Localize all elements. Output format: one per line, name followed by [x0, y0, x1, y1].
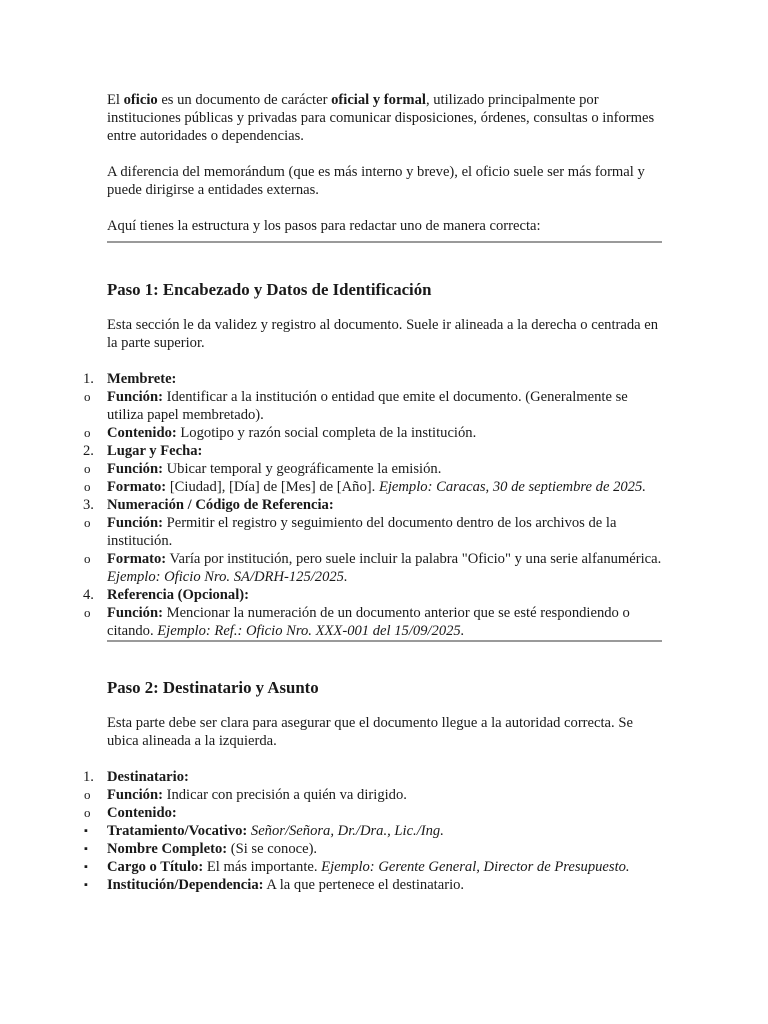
paso1-description: Esta sección le da validez y registro al documento. Suele ir alineada a la derecha o centrada en la parte superior.	[107, 317, 659, 351]
list-item-label: Destinatario:	[107, 769, 189, 785]
list-item-example: Ejemplo: Caracas, 30 de septiembre de 2025.	[378, 479, 646, 495]
list-marker: o	[84, 551, 91, 566]
list-item-label: Membrete:	[107, 371, 177, 387]
list-item-label: Función:	[107, 461, 163, 477]
list-item-label: Función:	[107, 787, 163, 803]
intro-paragraph-2: A diferencia del memorándum (que es más interno y breve), el oficio suele ser más formal y puede dirigirse a entidades externas.	[107, 164, 645, 198]
list-marker: ▪	[84, 825, 88, 837]
list-marker: o	[84, 389, 91, 404]
list-item	[83, 496, 662, 514]
list-item-label: Cargo o Título:	[107, 859, 204, 875]
list-marker: o	[84, 461, 91, 476]
list-item	[84, 876, 662, 894]
list-item-label: Contenido:	[107, 805, 177, 821]
list-item	[84, 786, 662, 804]
list-item	[84, 604, 662, 640]
paso1-title: Paso 1: Encabezado y Datos de Identificación	[107, 280, 432, 299]
list-marker: ▪	[84, 879, 88, 891]
list-item-example: Señor/Señora, Dr./Dra., Lic./Ing.	[250, 823, 444, 839]
list-item-text: A la que pertenece el destinatario.	[263, 877, 465, 893]
list-item-text: Ubicar temporal y geográficamente la emisión.	[162, 461, 442, 477]
list-item-label: Tratamiento/Vocativo:	[107, 823, 248, 839]
list-item-text: Logotipo y razón social completa de la institución.	[176, 425, 477, 441]
list-item	[84, 460, 662, 478]
list-item-label: Referencia (Opcional):	[107, 587, 249, 603]
list-item	[84, 858, 662, 876]
list-item-text: (Si se conoce).	[227, 841, 318, 857]
list-item	[84, 388, 662, 424]
list-item-text: Permitir el registro y seguimiento del documento dentro de los archivos de la institución.	[107, 515, 617, 549]
list-item	[83, 586, 662, 604]
paso1-list	[83, 370, 662, 640]
list-marker: o	[84, 805, 91, 820]
list-item-label: Nombre Completo:	[107, 841, 228, 857]
list-item-label: Función:	[107, 605, 163, 621]
list-item-example: Ejemplo: Gerente General, Director de Presupuesto.	[321, 859, 630, 875]
list-item-label: Formato:	[107, 479, 167, 495]
list-marker: 1.	[83, 371, 94, 387]
list-item	[83, 370, 662, 388]
list-marker: o	[84, 605, 91, 620]
list-marker: 1.	[83, 769, 94, 785]
list-item	[84, 478, 662, 496]
list-item-text: [Ciudad], [Día] de [Mes] de [Año].	[166, 479, 379, 495]
intro-bold-oficial-formal: oficial y formal	[331, 92, 426, 108]
list-item-label: Numeración / Código de Referencia:	[107, 497, 334, 513]
list-item-text: Varía por institución, pero suele incluir la palabra "Oficio" y una serie alfanumérica.	[166, 551, 662, 567]
paso2-title: Paso 2: Destinatario y Asunto	[107, 678, 319, 697]
list-item-label: Función:	[107, 515, 163, 531]
list-item-label: Institución/Dependencia:	[107, 877, 264, 893]
list-marker: o	[84, 787, 91, 802]
list-item-label: Formato:	[107, 551, 167, 567]
intro-bold-oficio: oficio	[123, 92, 158, 108]
list-item-label: Función:	[107, 389, 163, 405]
list-marker: ▪	[84, 843, 88, 855]
list-marker: 3.	[83, 497, 94, 513]
list-item	[84, 840, 662, 858]
list-marker: ▪	[84, 861, 88, 873]
list-item	[84, 424, 662, 442]
list-marker: 2.	[83, 443, 94, 459]
list-item	[84, 550, 662, 586]
intro-text: El	[107, 92, 124, 108]
intro-text: es un documento de carácter	[157, 92, 332, 108]
document-body	[83, 91, 662, 894]
list-marker: o	[84, 515, 91, 530]
list-item	[84, 822, 662, 840]
intro-text: , utilizado principalmente por instituciones públicas y privadas para comunicar disposiciones, órdenes, consultas o informes entre autoridades o dependencias.	[107, 92, 655, 144]
list-item-text: Mencionar la numeración de un documento anterior que se esté respondiendo o citando.	[107, 605, 630, 639]
list-item-text: Identificar a la institución o entidad que emite el documento. (Generalmente se utiliza papel membretado).	[107, 389, 628, 423]
paso2-description: Esta parte debe ser clara para asegurar que el documento llegue a la autoridad correcta. Se ubica alineada a la izquierda.	[107, 715, 633, 749]
list-item-text: Indicar con precisión a quién va dirigido.	[162, 787, 407, 803]
intro-paragraph-3: Aquí tienes la estructura y los pasos para redactar uno de manera correcta:	[107, 218, 541, 234]
list-item-example: Ejemplo: Ref.: Oficio Nro. XXX-001 del 15/09/2025.	[157, 623, 465, 639]
list-item-text: El más importante.	[203, 859, 322, 875]
list-item-label: Contenido:	[107, 425, 177, 441]
list-marker: o	[84, 479, 91, 494]
list-item-example: Ejemplo: Oficio Nro. SA/DRH-125/2025.	[107, 569, 348, 585]
list-marker: 4.	[83, 587, 94, 603]
list-marker: o	[84, 425, 91, 440]
intro-paragraph-1	[107, 91, 662, 145]
list-item	[83, 768, 662, 786]
list-item	[83, 442, 662, 460]
list-item	[84, 804, 662, 822]
list-item	[84, 514, 662, 550]
paso2-list	[83, 768, 662, 894]
list-item-label: Lugar y Fecha:	[107, 443, 203, 459]
